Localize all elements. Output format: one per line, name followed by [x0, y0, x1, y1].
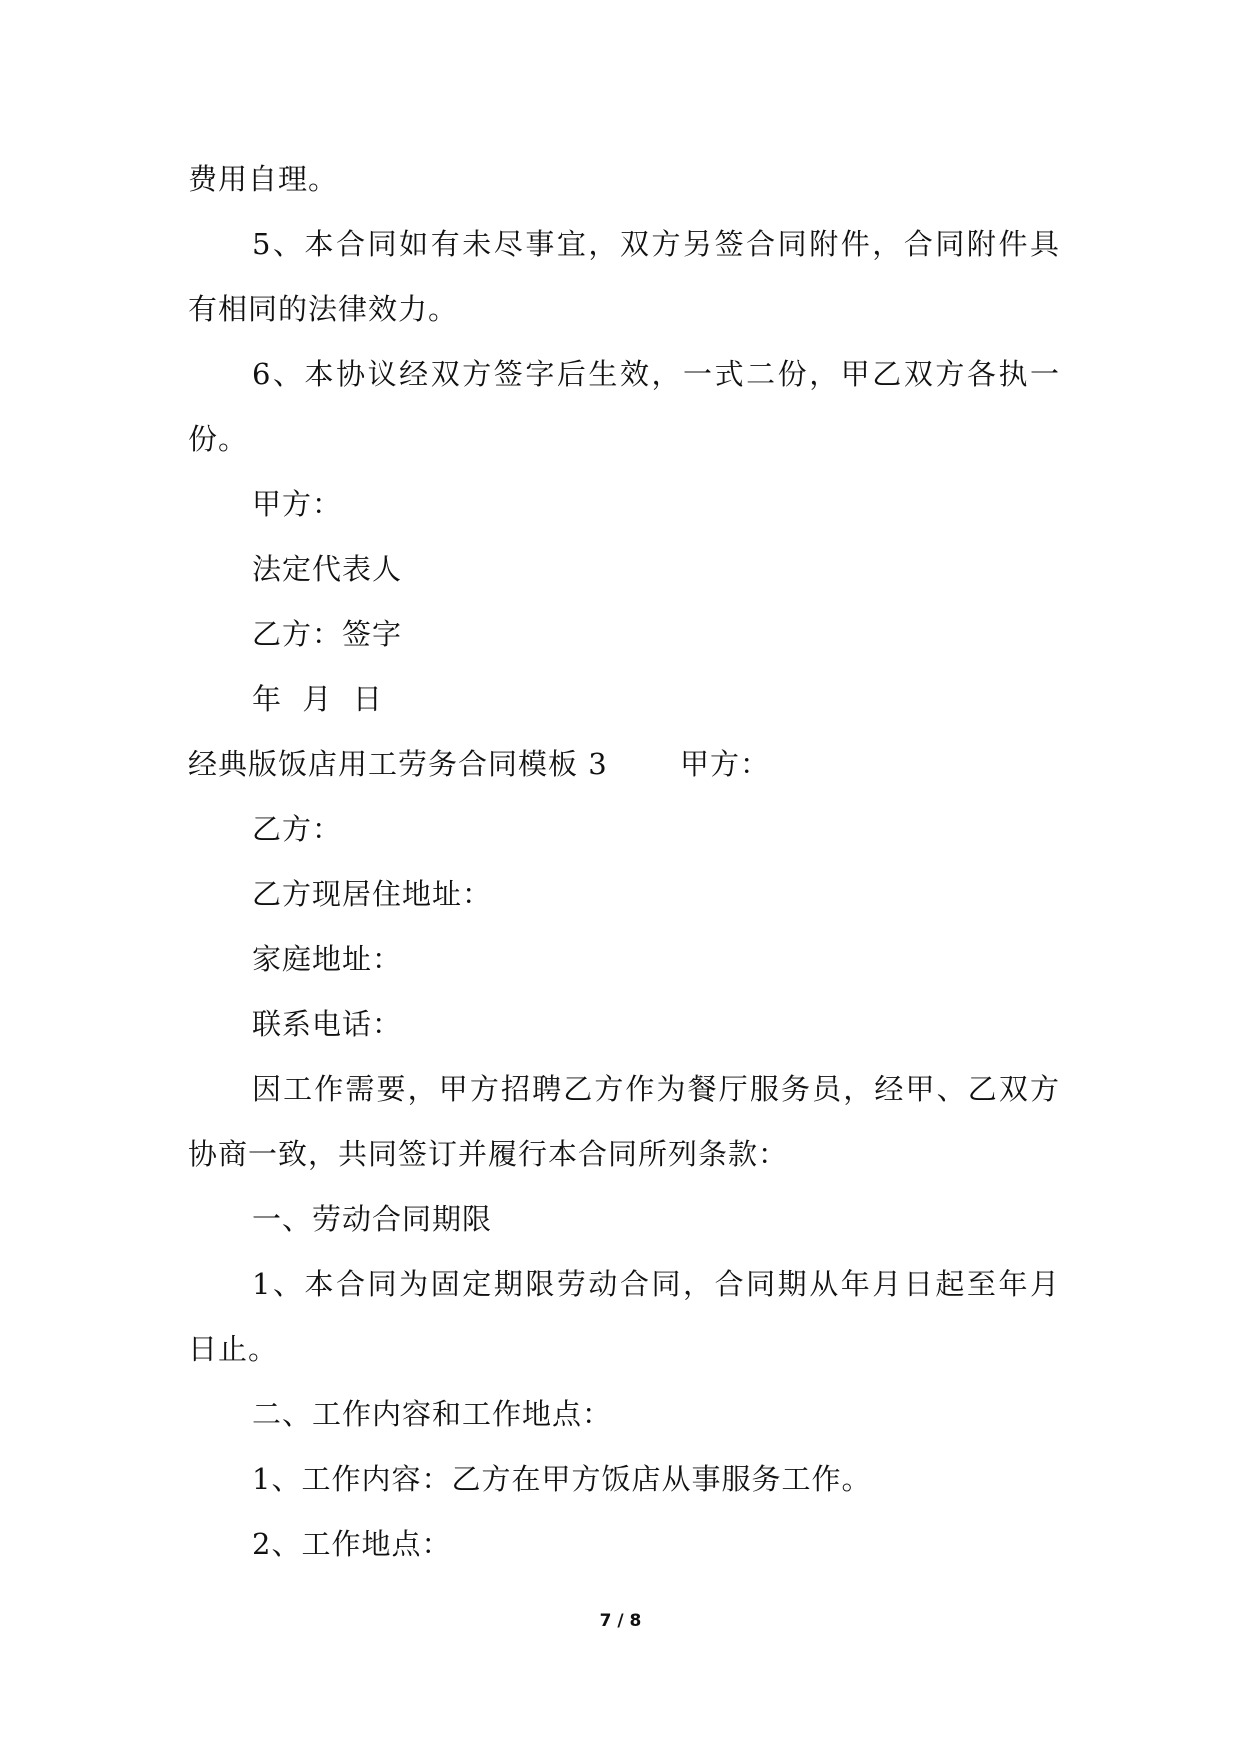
- clause-6-line-2: 份。: [188, 422, 249, 456]
- term-clause-line-1: 1、本合同为固定期限劳动合同，合同期从年月日起至年月: [252, 1267, 1060, 1301]
- party-a-label: 甲方：: [252, 487, 343, 521]
- party-a-label-2: 甲方：: [680, 747, 771, 781]
- heading-work-content: 二、工作内容和工作地点：: [252, 1397, 613, 1431]
- intro-paragraph-line-2: 协商一致，共同签订并履行本合同所列条款：: [188, 1137, 789, 1171]
- term-clause-line-2: 日止。: [188, 1332, 279, 1366]
- clause-5-line-1: 5、本合同如有未尽事宜，双方另签合同附件，合同附件具: [252, 227, 1060, 261]
- phone-label: 联系电话：: [252, 1007, 403, 1041]
- work-content-clause: 1、工作内容：乙方在甲方饭店从事服务工作。: [252, 1462, 872, 1496]
- current-address-label: 乙方现居住地址：: [252, 877, 493, 911]
- date-label: 年 月 日: [252, 682, 383, 716]
- heading-contract-term: 一、劳动合同期限: [252, 1202, 493, 1236]
- clause-5-line-2: 有相同的法律效力。: [188, 292, 459, 326]
- paragraph-line: 费用自理。: [188, 162, 339, 196]
- work-location-clause: 2、工作地点：: [252, 1527, 452, 1561]
- legal-representative-label: 法定代表人: [252, 552, 403, 586]
- home-address-label: 家庭地址：: [252, 942, 403, 976]
- page-number: 7 / 8: [599, 1611, 642, 1631]
- clause-6-line-1: 6、本协议经双方签字后生效，一式二份，甲乙双方各执一: [252, 357, 1060, 391]
- party-b-label: 乙方：: [252, 812, 343, 846]
- party-b-signature-label: 乙方：签字: [252, 617, 403, 651]
- intro-paragraph-line-1: 因工作需要，甲方招聘乙方作为餐厅服务员，经甲、乙双方: [252, 1072, 1060, 1106]
- section-title: 经典版饭店用工劳务合同模板 3: [188, 747, 608, 781]
